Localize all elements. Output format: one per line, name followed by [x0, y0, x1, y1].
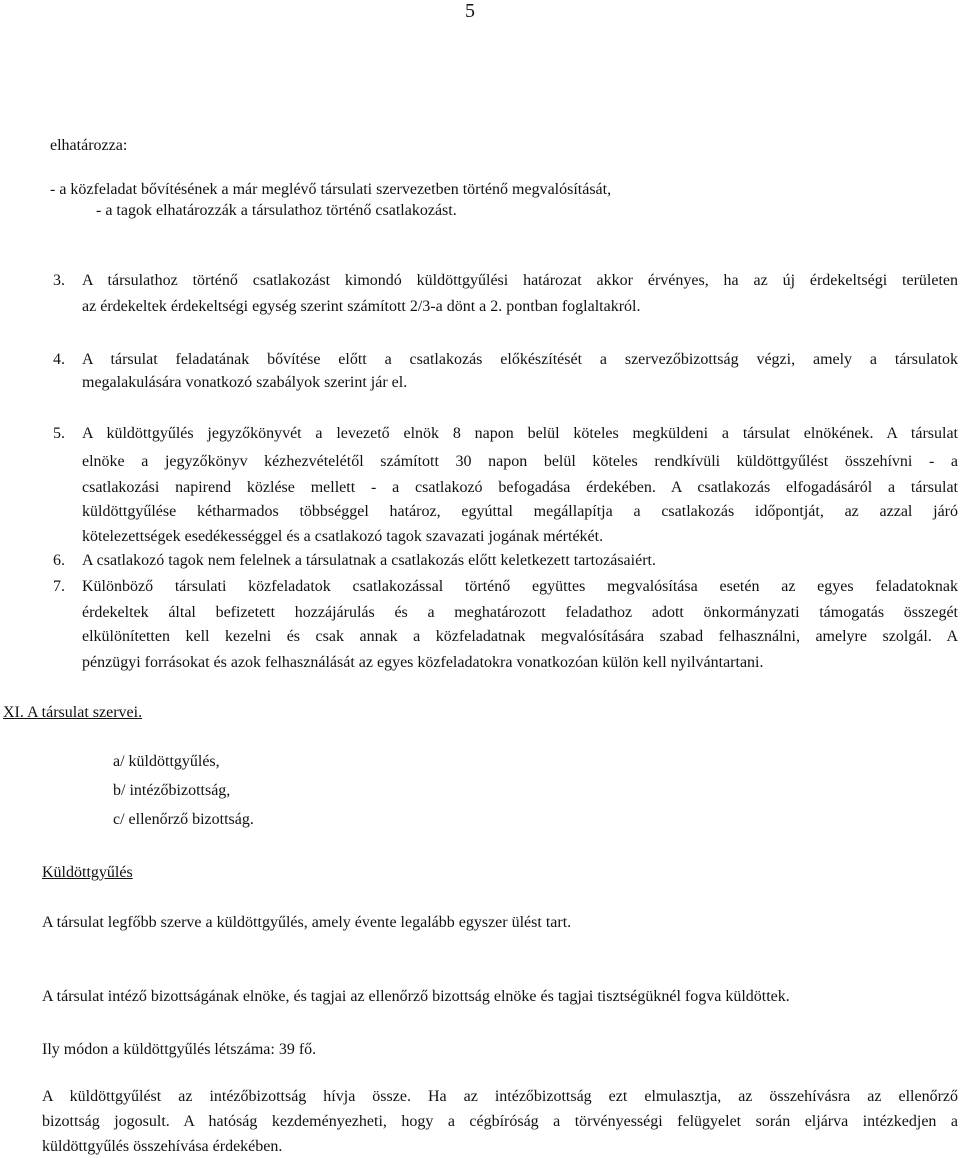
- item-line: csatlakozási napirend közlése mellett - a csatlakozó befogadása érdekében. A csatlakozás elfogadásáról a társulat: [82, 479, 958, 496]
- paragraph-line: A küldöttgyűlést az intézőbizottság hívja össze. Ha az intézőbizottság ezt elmulasztja, az összehívásra az ellenőrző: [42, 1088, 958, 1105]
- subsection-heading: Küldöttgyűlés: [42, 864, 133, 881]
- paragraph: Ily módon a küldöttgyűlés létszáma: 39 fő.: [42, 1041, 317, 1058]
- item-line: elnöke a jegyzőkönyv kézhezvételétől számított 30 napon belül köteles rendkívüli küldöttgyűlést összehívni - a: [82, 453, 958, 470]
- item-number: 4.: [53, 351, 65, 368]
- intro-heading: elhatározza:: [50, 137, 128, 154]
- paragraph: A társulat intéző bizottságának elnöke, és tagjai az ellenőrző bizottság elnöke és tagjai tisztségüknél fogva küldöttek.: [42, 988, 790, 1005]
- item-number: 3.: [53, 272, 65, 289]
- item-line: A társulat feladatának bővítése előtt a csatlakozás előkészítését a szervezőbizottság végzi, amely a társulatok: [82, 351, 958, 368]
- paragraph-line: küldöttgyűlés összehívása érdekében.: [42, 1138, 283, 1155]
- item-line: küldöttgyűlése kétharmados többséggel határoz, egyúttal megállapítja a csatlakozás időpontját, az azzal járó: [82, 503, 958, 520]
- item-line: pénzügyi forrásokat és azok felhasználását az egyes közfeladatokra vonatkozóan külön kell nyilvántartani.: [82, 654, 764, 671]
- item-line: A küldöttgyűlés jegyzőkönyvét a levezető elnök 8 napon belül köteles megküldeni a társulat elnökének. A társulat: [82, 425, 958, 442]
- organ-item: c/ ellenőrző bizottság.: [113, 811, 254, 828]
- organ-item: a/ küldöttgyűlés,: [113, 753, 220, 770]
- item-line: kötelezettségek esedékességgel és a csatlakozó tagok szavazati jogának mértékét.: [82, 528, 604, 545]
- item-line: A társulathoz történő csatlakozást kimondó küldöttgyűlési határozat akkor érvényes, ha az új érdekeltségi területen: [82, 272, 958, 289]
- intro-bullet-1: - a közfeladat bővítésének a már meglévő társulati szervezetben történő megvalósítását,: [50, 181, 612, 198]
- item-line: elkülönítetten kell kezelni és csak annak a közfeladatnak megvalósítására szabad felhasználni, amelyre szolgál. A: [82, 628, 958, 645]
- intro-bullet-2: - a tagok elhatározzák a társulathoz történő csatlakozást.: [96, 202, 457, 219]
- section-heading: XI. A társulat szervei.: [3, 704, 143, 721]
- organ-item: b/ intézőbizottság,: [113, 782, 231, 799]
- paragraph: A társulat legfőbb szerve a küldöttgyűlés, amely évente legalább egyszer ülést tart.: [42, 914, 572, 931]
- item-line: megalakulására vonatkozó szabályok szerint jár el.: [82, 374, 408, 391]
- paragraph-line: bizottság jogosult. A hatóság kezdeményezheti, hogy a cégbíróság a törvényességi felügyelet során eljárva intézkedjen a: [42, 1113, 958, 1130]
- item-line: A csatlakozó tagok nem felelnek a társulatnak a csatlakozás előtt keletkezett tartozásaiért.: [82, 552, 656, 569]
- item-number: 6.: [53, 552, 65, 569]
- item-number: 7.: [53, 578, 65, 595]
- item-line: az érdekeltek érdekeltségi egység szerint számított 2/3-a dönt a 2. pontban foglaltakról.: [82, 298, 641, 315]
- item-line: Különböző társulati közfeladatok csatlakozással történő együttes megvalósítása esetén az egyes feladatoknak: [82, 578, 958, 595]
- item-number: 5.: [53, 425, 65, 442]
- item-line: érdekeltek által befizetett hozzájárulás és a meghatározott feladathoz adott önkormányzati támogatás összegét: [82, 604, 958, 621]
- page-number: 5: [465, 0, 475, 22]
